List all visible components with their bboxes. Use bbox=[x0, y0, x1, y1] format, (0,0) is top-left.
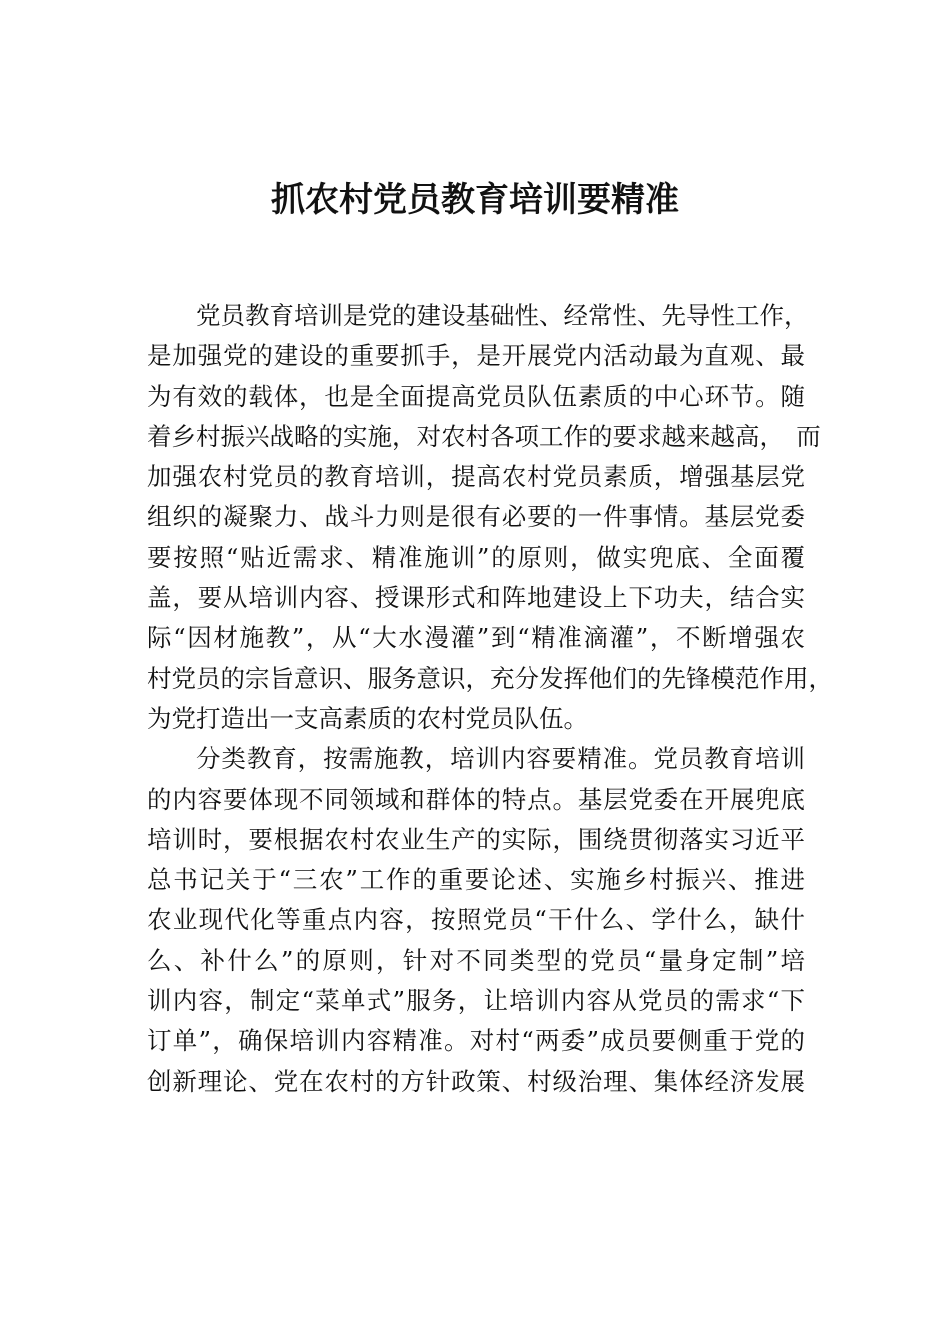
paragraph-line: 盖，要从培训内容、授课形式和阵地建设上下功夫，结合实 bbox=[147, 583, 805, 613]
paragraph-2 bbox=[147, 739, 805, 1102]
paragraph-line: 农业现代化等重点内容，按照党员“干什么、学什么，缺什 bbox=[147, 905, 805, 935]
paragraph-line: 么、补什么”的原则，针对不同类型的党员“量身定制”培 bbox=[147, 945, 805, 975]
paragraph-line: 是加强党的建设的重要抓手，是开展党内活动最为直观、最 bbox=[147, 341, 805, 371]
paragraph-line: 的内容要体现不同领域和群体的特点。基层党委在开展兜底 bbox=[147, 784, 805, 814]
paragraph-line: 训内容，制定“菜单式”服务，让培训内容从党员的需求“下 bbox=[147, 986, 805, 1016]
paragraph-line: 为有效的载体，也是全面提高党员队伍素质的中心环节。随 bbox=[147, 381, 805, 411]
document-body bbox=[147, 296, 833, 1102]
paragraph-1 bbox=[147, 296, 833, 739]
paragraph-line: 为党打造出一支高素质的农村党员队伍。 bbox=[147, 703, 588, 733]
paragraph-line: 培训时，要根据农村农业生产的实际，围绕贯彻落实习近平 bbox=[147, 824, 805, 854]
paragraph-line: 要按照“贴近需求、精准施训”的原则，做实兜底、全面覆 bbox=[147, 542, 805, 572]
paragraph-line: 村党员的宗旨意识、服务意识，充分发挥他们的先锋模范作用， bbox=[147, 663, 833, 693]
paragraph-line: 加强农村党员的教育培训，提高农村党员素质，增强基层党 bbox=[147, 462, 805, 492]
paragraph-line: 订单”，确保培训内容精准。对村“两委”成员要侧重于党的 bbox=[147, 1026, 805, 1056]
paragraph-line: 党员教育培训是党的建设基础性、经常性、先导性工作， bbox=[196, 301, 809, 330]
paragraph-line: 分类教育，按需施教，培训内容要精准。党员教育培训 bbox=[196, 744, 805, 774]
paragraph-line: 际“因材施教”，从“大水漫灌”到“精准滴灌”，不断增强农 bbox=[147, 623, 805, 653]
paragraph-line: 组织的凝聚力、战斗力则是很有必要的一件事情。基层党委 bbox=[147, 502, 805, 532]
paragraph-line: 创新理论、党在农村的方针政策、村级治理、集体经济发展 bbox=[147, 1066, 805, 1096]
document-title: 抓农村党员教育培训要精准 bbox=[271, 180, 679, 220]
paragraph-line: 着乡村振兴战略的实施，对农村各项工作的要求越来越高， 而 bbox=[147, 421, 821, 451]
paragraph-line: 总书记关于“三农”工作的重要论述、实施乡村振兴、推进 bbox=[147, 865, 805, 895]
